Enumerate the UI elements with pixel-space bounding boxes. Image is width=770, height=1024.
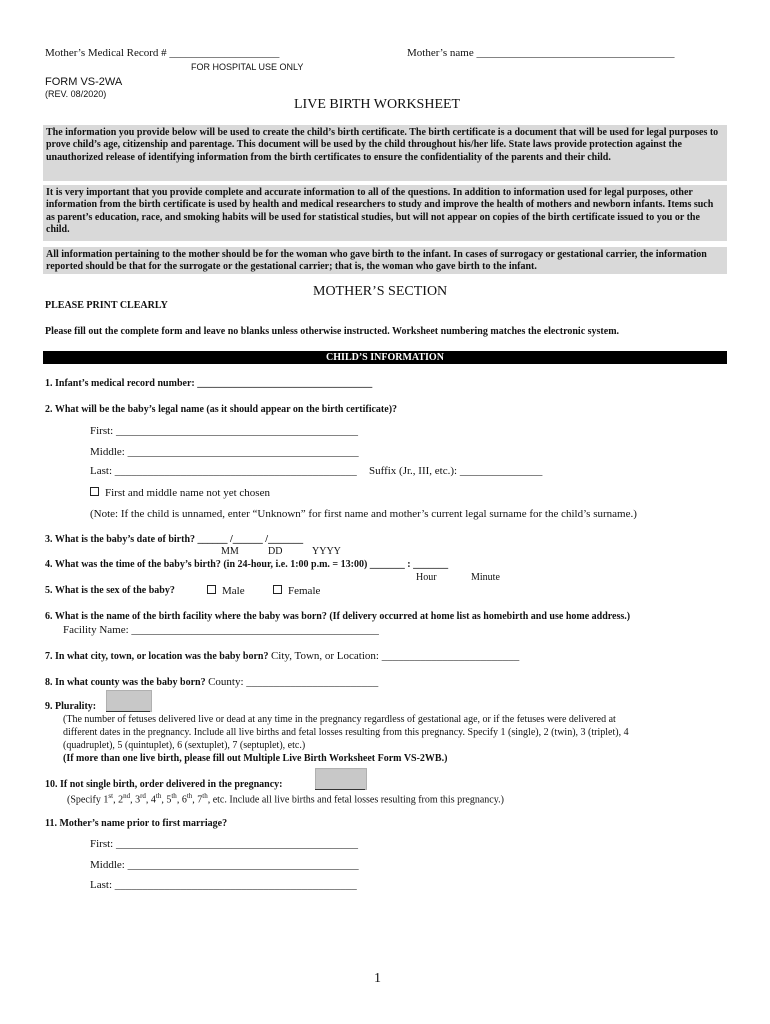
- mothers-name-field[interactable]: Mother’s name ____________________________________: [407, 47, 675, 59]
- female-label: Female: [288, 585, 321, 597]
- date-of-birth-field[interactable]: 3. What is the baby’s date of birth? ______ /______ /_______: [45, 534, 304, 545]
- time-of-birth-field[interactable]: 4. What was the time of the baby’s birth? (in 24-hour, i.e. 1:00 p.m. = 13:00) _______ : _______: [45, 559, 449, 570]
- birth-order-question-text: 10. If not single birth, order delivered in the pregnancy: [45, 779, 280, 790]
- plurality-note-line1: (The number of fetuses delivered live or dead at any time in the pregnancy regardless of gestational age, or if the fetuses were delivered at: [63, 714, 616, 725]
- dob-year-label: YYYY: [312, 546, 341, 557]
- birth-city-question: 7. In what city, town, or location was the baby born?: [45, 651, 269, 662]
- page-title: LIVE BIRTH WORKSHEET: [294, 97, 461, 112]
- birth-order-note-pre: (Specify 1: [67, 794, 109, 806]
- intro-paragraph-2: It is very important that you provide complete and accurate information to all of the questions. In addition to information used for legal purposes, other information from the birth certificate is used by health and medical researchers to study and improve the health of mothers and newborn infants. Items such as parent’s education, race, and smoking habits will be used for statistical studies, but will not appear on copies of the birth certificate issued to you or the child.: [43, 185, 727, 241]
- birth-order-underline: [315, 789, 365, 790]
- infant-medical-record-field[interactable]: 1. Infant’s medical record number: ___________________________________: [45, 378, 373, 389]
- childs-information-bar: CHILD’S INFORMATION: [43, 351, 727, 364]
- mother-maiden-last-field[interactable]: Last: ____________________________________________: [90, 879, 357, 891]
- plurality-underline: [106, 711, 150, 712]
- birth-order-note: (Specify 1st, 2nd, 3rd, 4th, 5th, 6th, 7th, etc. Include all live births and fetal losses resulting from this pregnancy.): [67, 792, 504, 806]
- birth-county-field[interactable]: [45, 676, 378, 688]
- birth-order-question: 10. If not single birth, order delivered in the pregnancy:: [45, 779, 283, 790]
- birth-order-input[interactable]: [315, 768, 367, 790]
- section-title: MOTHER’S SECTION: [313, 284, 448, 299]
- facility-name-field[interactable]: Facility Name: _____________________________________________: [63, 624, 379, 636]
- hospital-use-note: FOR HOSPITAL USE ONLY: [191, 62, 304, 72]
- intro-paragraph-1: The information you provide below will be used to create the child’s birth certificate. The birth certificate is a document that will be used for legal purposes to prove child’s age, citizenship and parentage. This document will be used by the child throughout his/her life. State laws provide protection against the unauthorized release of identifying information from the birth certificates to ensure the confidentiality of the parents and their child.: [43, 125, 727, 181]
- plurality-note-line3: (quadruplet), 5 (quintuplet), 6 (sextuplet), 7 (septuplet), etc.): [63, 740, 306, 751]
- male-checkbox[interactable]: [207, 585, 245, 597]
- checkbox-icon[interactable]: [207, 585, 216, 594]
- sex-question: 5. What is the sex of the baby?: [45, 585, 175, 596]
- form-revision: (REV. 08/2020): [45, 89, 107, 99]
- name-not-chosen-checkbox[interactable]: [90, 487, 270, 499]
- mother-maiden-first-field[interactable]: First: ____________________________________________: [90, 838, 358, 850]
- birth-city-field[interactable]: [45, 650, 519, 662]
- unnamed-child-note: (Note: If the child is unnamed, enter “Unknown” for first name and mother’s current legal surname for the child’s surname.): [90, 508, 637, 520]
- print-clearly-note: PLEASE PRINT CLEARLY: [45, 300, 168, 311]
- baby-first-name-field[interactable]: First: ____________________________________________: [90, 425, 358, 437]
- male-label: Male: [222, 585, 245, 597]
- mothers-medical-record-field[interactable]: Mother’s Medical Record # ____________________: [45, 47, 280, 59]
- baby-last-name-field[interactable]: Last: ____________________________________________: [90, 465, 357, 477]
- mother-maiden-name-question: 11. Mother’s name prior to first marriage?: [45, 818, 228, 829]
- checkbox-icon[interactable]: [90, 487, 99, 496]
- plurality-input[interactable]: [106, 690, 152, 712]
- hour-label: Hour: [416, 572, 437, 583]
- baby-suffix-field[interactable]: Suffix (Jr., III, etc.): _______________: [369, 465, 543, 477]
- female-checkbox[interactable]: [273, 585, 320, 597]
- intro-paragraph-3: All information pertaining to the mother should be for the woman who gave birth to the infant. In cases of surrogacy or gestational carrier, the information reported should be that for the surrogate or the gestational carrier; that is, the woman who gave birth to the infant.: [43, 247, 727, 274]
- minute-label: Minute: [471, 572, 500, 583]
- birth-city-input[interactable]: City, Town, or Location: _________________________: [270, 650, 520, 662]
- plurality-note-line2: different dates in the pregnancy. Include all live births and fetal losses resulting from this pregnancy. Specify 1 (single), 2 (twin), 3 (triplet), 4: [63, 727, 629, 738]
- checkbox-icon[interactable]: [273, 585, 282, 594]
- page-number: 1: [374, 971, 381, 986]
- q2-legal-name-question: 2. What will be the baby’s legal name (as it should appear on the birth certificate)?: [45, 404, 398, 415]
- mother-maiden-middle-field[interactable]: Middle: __________________________________________: [90, 859, 359, 871]
- name-not-chosen-label: First and middle name not yet chosen: [105, 487, 270, 499]
- form-id: FORM VS-2WA: [45, 76, 123, 88]
- birth-county-input[interactable]: County: ________________________: [208, 676, 379, 688]
- birth-county-question: 8. In what county was the baby born?: [45, 677, 206, 688]
- birth-order-note-post: , etc. Include all live births and fetal losses resulting from this pregnancy.): [207, 794, 504, 806]
- plurality-question: 9. Plurality:: [45, 701, 97, 712]
- baby-middle-name-field[interactable]: Middle: __________________________________________: [90, 446, 359, 458]
- dob-month-label: MM: [221, 546, 239, 557]
- instructions: Please fill out the complete form and leave no blanks unless otherwise instructed. Worksheet numbering matches the electronic system.: [45, 326, 620, 337]
- birth-facility-question: 6. What is the name of the birth facility where the baby was born? (If delivery occurred at home list as homebirth and use home address.): [45, 611, 631, 622]
- plurality-note-line4: (If more than one live birth, please fill out Multiple Live Birth Worksheet Form VS-2WB.): [63, 753, 448, 764]
- dob-day-label: DD: [268, 546, 283, 557]
